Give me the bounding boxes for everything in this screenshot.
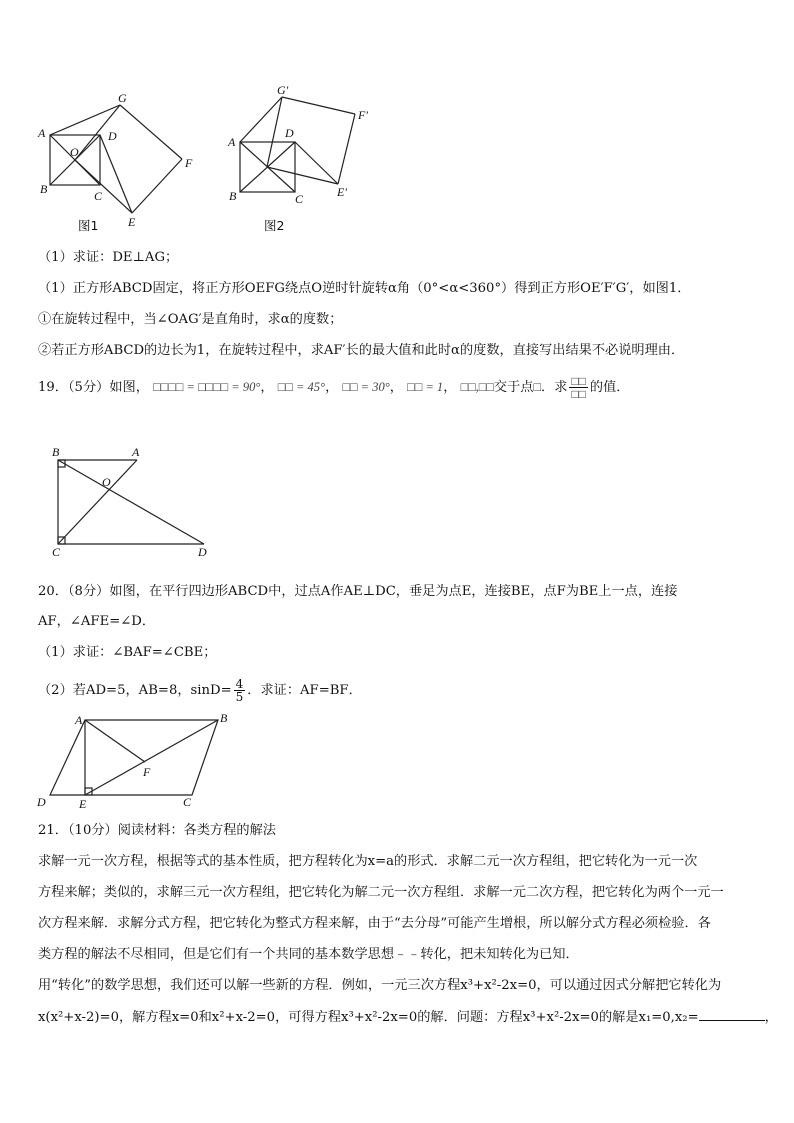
fig2-label-c: C [295, 192, 304, 206]
fig20-label-e: E [79, 797, 87, 811]
question-19: 19．（5分）如图， □□□□ = □□□□ = 90°， □□ = 45°， □□ = 30°， □□ = 1， □□,□□交于点□．求 $\frac{□□}{□□}$ 的值． [38, 374, 630, 401]
fig1-label-c: C [94, 189, 103, 203]
q20-line-a: 20．（8分）如图，在平行四边形ABCD中，过点A作AE⊥DC，垂足为点E，连接BE，点F为BE上一点，连接 [38, 584, 678, 599]
fig1-label-b: B [40, 182, 48, 196]
sin-fraction: $\frac{4}{5}$ [235, 677, 244, 704]
text-line-4: ②若正方形ABCD的边长为1，在旋转过程中，求AF′长的最大值和此时α的度数，直接写出结果不必说明理由． [38, 343, 685, 358]
q19-math-5: □□,□□ [460, 380, 494, 394]
fig2-label-g: G′ [277, 83, 289, 97]
fig20-label-b: B [220, 711, 228, 725]
text-line-1: （1）求证：DE⊥AG； [38, 250, 179, 265]
fig1-label-o: O [70, 145, 79, 159]
q19-find: ．求 [541, 380, 568, 395]
text-line-3: ①在旋转过程中，当∠OAG′是直角时，求α的度数； [38, 312, 343, 327]
fig1-label-e: E [128, 215, 136, 229]
q19-prefix: 19．（5分）如图， [38, 380, 149, 395]
fig2-label-a: A [228, 135, 236, 149]
q21-title: 21．（10分）阅读材料：各类方程的解法 [38, 823, 276, 838]
q19-fraction: $\frac{□□}{□□}$ [571, 374, 586, 401]
q21-para-5: 用“转化”的数学思想，我们还可以解一些新的方程．例如，一元三次方程x³+x²-2x=0，可以通过因式分解把它转化为 [38, 978, 722, 993]
q20-line-b: AF，∠AFE=∠D． [38, 614, 156, 629]
fig19-label-b: B [52, 445, 60, 459]
fig2-label-e: E′ [337, 185, 347, 199]
fig19-label-a: A [132, 445, 140, 459]
q21-para-3: 次方程来解．求解分式方程，把它转化为整式方程来解，由于“去分母”可能产生增根，所以解分式方程必须检验．各 [38, 916, 711, 931]
q19-math-1: □□□□ = □□□□ = 90° [153, 380, 261, 394]
fig2-label-f: F′ [358, 108, 368, 122]
q19-end: 的值． [589, 380, 630, 395]
figure-1-caption: 图1 [78, 218, 99, 233]
q19-math-2: □□ = 45° [277, 380, 326, 394]
fig20-label-f: F [143, 765, 151, 779]
fig19-label-c: C [52, 545, 61, 559]
fig2-label-d: D [285, 126, 294, 140]
q19-math-6: □ [533, 380, 542, 394]
fig1-label-f: F [185, 156, 193, 170]
fig19-label-o: O [102, 475, 111, 489]
figure-2 [225, 82, 385, 212]
fig2-label-b: B [229, 189, 237, 203]
q21-para-6: x(x²+x-2)=0，解方程x=0和x²+x-2=0，可得方程x³+x²-2x=0的解．问题：方程x³+x²-2x=0的解是x₁=0,x₂= ， [38, 1010, 778, 1025]
figure-20 [35, 710, 245, 815]
q19-mid: 交于点 [493, 380, 534, 395]
q21-para-1: 求解一元一次方程，根据等式的基本性质，把方程转化为x=a的形式．求解二元一次方程组，把它转化为一元一次 [38, 854, 698, 869]
q20-line-d: （2）若AD=5，AB=8，sinD= $\frac{4}{5}$ ．求证：AF=BF． [38, 677, 362, 704]
q21-para-4: 类方程的解法不尽相同，但是它们有一个共同的基本数学思想﹣﹣转化，把未知转化为已知． [38, 947, 579, 962]
fig20-label-c: C [183, 795, 192, 809]
fig20-label-a: A [75, 713, 83, 727]
figure-1 [30, 92, 230, 252]
fig19-label-d: D [198, 545, 207, 559]
fig1-label-g: G [118, 91, 127, 105]
q21-para-2: 方程来解；类似的，求解三元一次方程组，把它转化为解二元一次方程组．求解一元二次方程，把它转化为两个一元一 [38, 885, 724, 900]
fig1-label-d: D [108, 129, 117, 143]
figure-2-caption: 图2 [264, 218, 285, 233]
q20-line-c: （1）求证：∠BAF=∠CBE； [38, 645, 217, 660]
q19-math-3: □□ = 30° [342, 380, 390, 394]
answer-blank[interactable] [699, 1008, 765, 1021]
figure-19 [40, 442, 230, 562]
fig1-label-a: A [38, 126, 46, 140]
q19-math-4: □□ = 1 [407, 380, 444, 394]
fig20-label-d: D [37, 795, 46, 809]
text-line-2: （1）正方形ABCD固定，将正方形OEFG绕点O逆时针旋转α角（0°<α<360°）得到正方形OE′F′G′，如图1． [38, 281, 691, 296]
